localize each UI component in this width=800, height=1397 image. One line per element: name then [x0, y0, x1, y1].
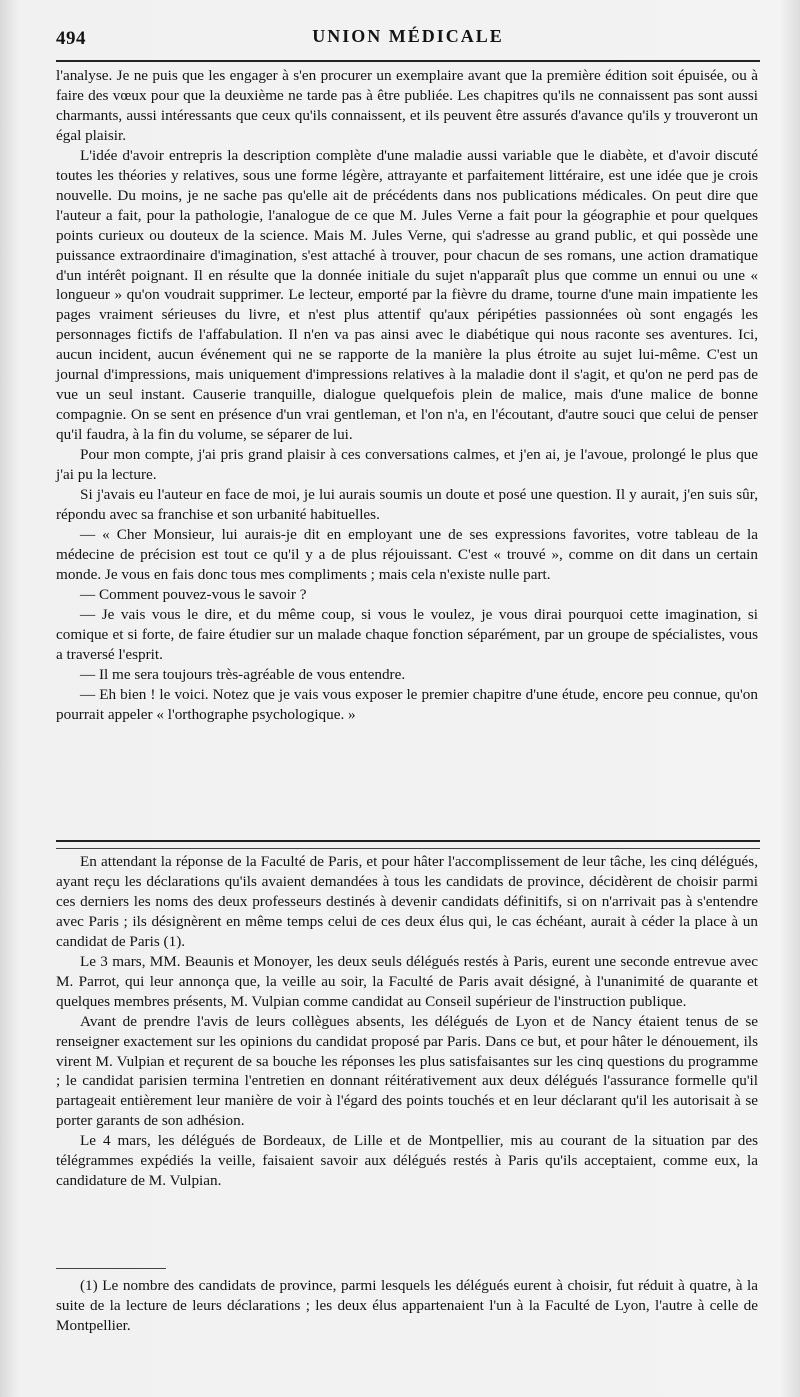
page-header: [56, 22, 760, 56]
paragraph: En attendant la réponse de la Faculté de Paris, et pour hâter l'accomplissement de leur tâche, les cinq délégués, ayant reçu les déclarations qu'ils avaient demandées à tous les candidats de province, décidèrent de choisir parmi ces derniers les noms des deux professeurs destinés à devenir candidats définitifs, si on n'arrivait pas à s'entendre avec Paris ; ils désignèrent en même temps celui de ces deux élus qui, le cas échéant, aurait à céder la place à un candidat de Paris (1).: [56, 853, 758, 950]
paragraph: — Je vais vous le dire, et du même coup, si vous le voulez, je vous dirai pourquoi cette imagination, si comique et si forte, de faire étudier sur un malade chaque fonction séparément, par un groupe de spécialistes, vous a traversé l'esprit.: [56, 605, 758, 663]
section-separator: [56, 840, 760, 849]
paragraph: l'analyse. Je ne puis que les engager à s'en procurer un exemplaire avant que la première édition soit épuisée, ou à faire des vœux pour que la deuxième ne tarde pas à être publiée. Les chapitres qu'ils ne connaissent pas sont aussi charmants, aussi intéressants que ceux qu'ils connaissent, et ils peuvent être assurés d'avance qu'ils y trouveront un égal plaisir.: [56, 67, 758, 144]
faculty-delegates-article: [56, 852, 758, 1191]
paragraph: L'idée d'avoir entrepris la description complète d'une maladie aussi variable que le diabète, et d'avoir discuté toutes les théories y relatives, sous une forme légère, attrayante et parfaitement littéraire, est une idée que je crois nouvelle. Du moins, je ne sache pas qu'elle ait de précédents dans nos publications médicales. On peut dire que l'auteur a fait, pour la pathologie, l'analogue de ce que M. Jules Verne a fait pour la géographie et pour quelques points curieux ou douteux de la science. Mais M. Jules Verne, qui s'adresse au grand public, et qui possède une puissance extraordinaire d'imagination, s'est attaché à trouver, pour chacun de ses romans, une action dramatique d'un intérêt poignant. Il en résulte que la donnée initiale du sujet n'apparaît plus que comme un ennui ou une « longueur » qu'on voudrait supprimer. Le lecteur, emporté par la fièvre du drame, tourne d'une main impatiente les pages vraiment sérieuses du livre, et n'est plus attentif qu'aux péripéties passionnées où sont engagés les personnages fictifs de l'affabulation. Il n'en va pas ainsi avec le diabétique qui nous raconte ses aventures. Ici, aucun incident, aucun événement qui ne se rapporte de la manière la plus étroite au sujet lui-même. C'est un journal d'impressions, mais uniquement d'impressions relatives à la maladie dont il s'agit, et qu'on ne perd pas de vue un seul instant. Causerie tranquille, dialogue quelquefois plein de malice, mais d'une malice de bonne compagnie. On se sent en présence d'un vrai gentleman, et l'on n'a, en l'écoutant, d'autre souci que celui de penser qu'il faudra, à la fin du volume, se séparer de lui.: [56, 146, 758, 444]
footnote-rule: [56, 1268, 166, 1269]
paragraph: — Comment pouvez-vous le savoir ?: [80, 585, 307, 603]
paragraph: Le 3 mars, MM. Beaunis et Monoyer, les deux seuls délégués restés à Paris, eurent une seconde entrevue avec M. Parrot, qui leur annonça que, la veille au soir, la Faculté de Paris avait désigné, à l'unanimité de quarante et quelques membres présents, M. Vulpian comme candidat au Conseil supérieur de l'instruction publique.: [56, 952, 758, 1010]
paragraph: Pour mon compte, j'ai pris grand plaisir à ces conversations calmes, et j'en ai, je l'avoue, prolongé le plus que j'ai pu la lecture.: [56, 446, 758, 484]
paragraph: Le 4 mars, les délégués de Bordeaux, de Lille et de Montpellier, mis au courant de la situation par des télégrammes expédiés la veille, faisaient savoir aux délégués restés à Paris qu'ils acceptaient, comme eux, la candidature de M. Vulpian.: [56, 1132, 758, 1190]
header-rule: [56, 60, 760, 62]
paragraph: Avant de prendre l'avis de leurs collègues absents, les délégués de Lyon et de Nancy étaient tenus de se renseigner exactement sur les opinions du candidat proposé par Paris. Dans ce but, et pour hâter le dénouement, ils virent M. Vulpian et reçurent de sa bouche les réponses les plus satisfaisantes sur les cinq questions du programme ; le candidat parisien termina l'entretien en donnant réitérativement aux deux délégués l'assurance formelle qu'il partageait entièrement leur manière de voir à l'égard des points touchés et en leur déclarant qu'il les autorisait à se porter garants de son adhésion.: [56, 1012, 758, 1130]
paragraph: — Il me sera toujours très-agréable de vous entendre.: [80, 665, 406, 683]
paragraph: Si j'avais eu l'auteur en face de moi, je lui aurais soumis un doute et posé une question. Il y aurait, j'en suis sûr, répondu avec sa franchise et son urbanité habituelles.: [56, 486, 758, 523]
paragraph: — Eh bien ! le voici. Notez que je vais vous exposer le premier chapitre d'une étude, encore peu connue, qu'on pourrait appeler « l'orthographe psychologique. »: [56, 685, 758, 723]
paragraph: — « Cher Monsieur, lui aurais-je dit en employant une de ses expressions favorites, votre tableau de la médecine de précision est tout ce qu'il y a de plus réjouissant. C'est « trouvé », comme on dit dans un certain monde. Je vous en fais donc tous mes compliments ; mais cela n'existe nulle part.: [56, 525, 758, 583]
running-title: UNION MÉDICALE: [312, 26, 504, 46]
page-number: 494: [56, 28, 86, 49]
review-article-continuation: [56, 66, 758, 724]
footnote: (1) Le nombre des candidats de province, parmi lesquels les délégués eurent à choisir, fut réduit à quatre, à la suite de la lecture de leurs déclarations ; les deux élus appartenaient l'un à la Faculté de Lyon, l'autre à celle de Montpellier.: [56, 1277, 758, 1334]
